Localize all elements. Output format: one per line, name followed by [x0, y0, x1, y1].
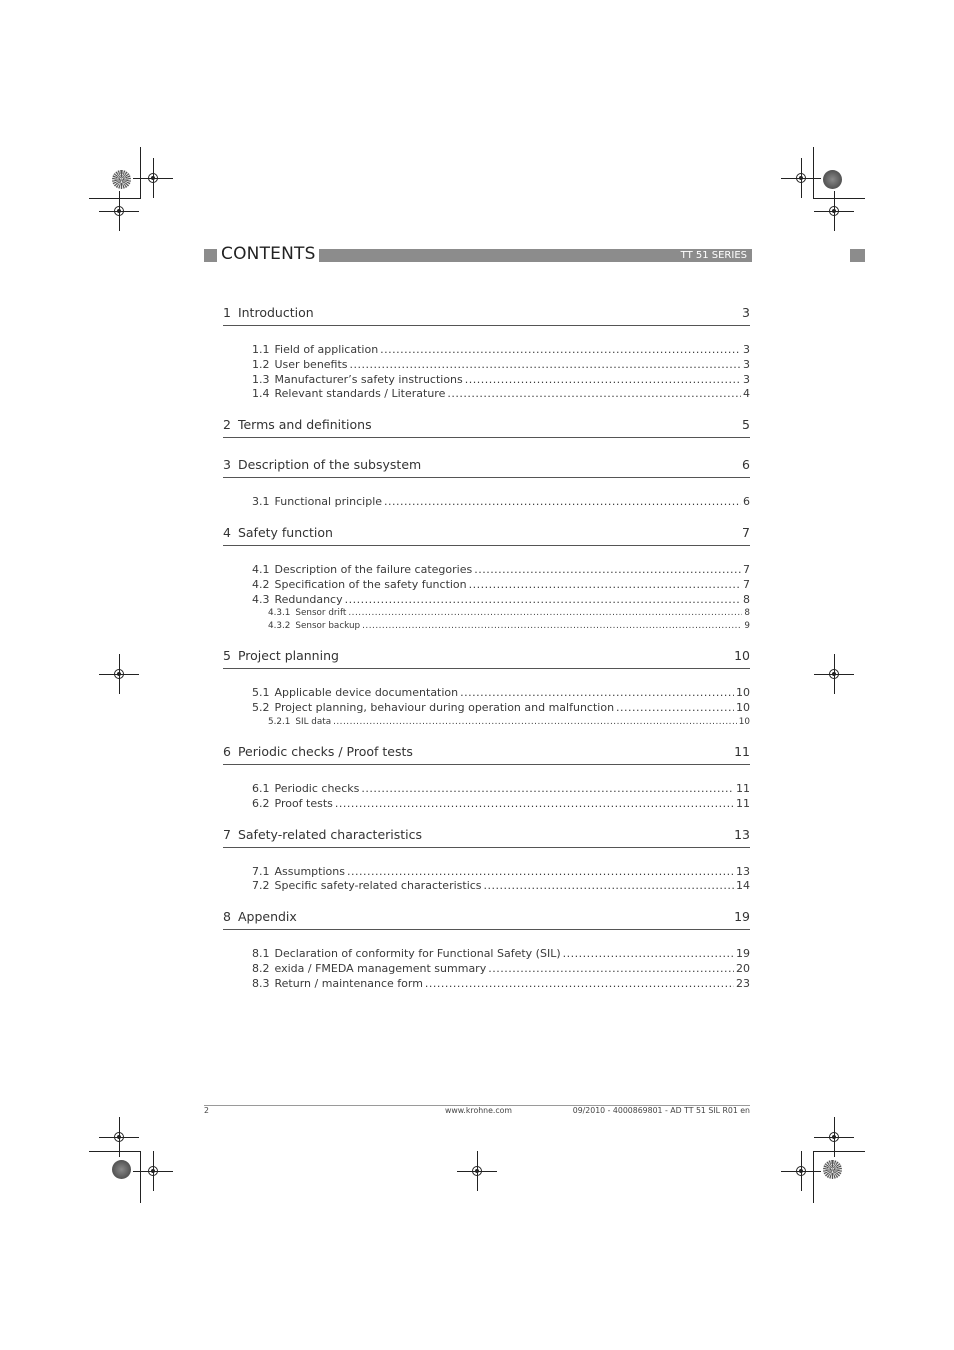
entry-page: 20 [736, 961, 750, 975]
color-target-icon [823, 1160, 842, 1179]
entry-page: 9 [744, 621, 750, 632]
toc-chapter [223, 305, 750, 402]
entry-title: Specific safety-related characteristics [274, 879, 482, 893]
toc-entry[interactable] [252, 578, 750, 593]
toc-entry[interactable] [252, 797, 750, 812]
entry-number: 4.3 [252, 592, 270, 606]
toc-entry[interactable] [252, 387, 750, 402]
entry-title: Proof tests [274, 796, 333, 810]
chapter-page: 10 [734, 648, 750, 664]
header-bar [319, 249, 752, 262]
dot-leader [447, 387, 741, 402]
chapter-page: 19 [734, 909, 750, 925]
entry-number: 6.2 [252, 796, 270, 810]
footer-doc-ref: 09/2010 - 4000869801 - AD TT 51 SIL R01 en [572, 1106, 750, 1115]
toc-entry[interactable] [252, 701, 750, 716]
entry-number: 7.1 [252, 864, 270, 878]
dot-leader [384, 495, 741, 510]
chapter-number: 5 [223, 648, 231, 664]
toc-chapter [223, 909, 750, 991]
entry-number: 1.2 [252, 357, 270, 371]
toc-subsections [223, 947, 750, 991]
chapter-page: 11 [734, 743, 750, 759]
entry-title: Project planning, behaviour during operation and malfunction [274, 701, 615, 715]
toc-subsections [223, 343, 750, 402]
table-of-contents [223, 305, 750, 992]
footer-website: www.krohne.com [445, 1106, 513, 1115]
toc-chapter [223, 648, 750, 729]
chapter-number: 6 [223, 743, 231, 759]
chapter-number: 3 [223, 457, 231, 473]
header-square-left [204, 249, 217, 262]
dot-leader [616, 701, 734, 716]
series-label: TT 51 SERIES [680, 250, 747, 261]
toc-chapter [223, 744, 750, 812]
toc-chapter-heading[interactable] [223, 827, 750, 848]
entry-page: 3 [743, 357, 750, 371]
dot-leader [488, 962, 734, 977]
entry-page: 14 [736, 879, 750, 893]
entry-title: Periodic checks [274, 781, 360, 795]
chapter-page: 5 [742, 417, 750, 433]
entry-title: Declaration of conformity for Functional Safety (SIL) [274, 947, 561, 961]
entry-page: 8 [743, 592, 750, 606]
dot-leader [425, 977, 734, 992]
entry-title: Specification of the safety function [274, 577, 467, 591]
entry-title: Sensor drift [295, 608, 347, 619]
entry-title: Applicable device documentation [274, 686, 459, 700]
entry-number: 7.2 [252, 879, 270, 893]
toc-entry[interactable] [252, 373, 750, 388]
toc-entry[interactable] [268, 607, 750, 620]
entry-page: 23 [736, 976, 750, 990]
dot-leader [484, 879, 734, 894]
dot-leader [460, 686, 734, 701]
dot-leader [362, 620, 742, 633]
dot-leader [350, 358, 741, 373]
entry-page: 3 [743, 372, 750, 386]
chapter-number: 8 [223, 909, 231, 925]
toc-chapter [223, 417, 750, 438]
dot-leader [380, 343, 741, 358]
entry-title: SIL data [295, 716, 332, 727]
toc-chapter [223, 457, 750, 510]
entry-number: 5.2.1 [268, 716, 291, 727]
entry-page: 10 [736, 686, 750, 700]
chapter-page: 6 [742, 457, 750, 473]
entry-number: 8.3 [252, 976, 270, 990]
entry-number: 3.1 [252, 495, 270, 509]
entry-number: 4.1 [252, 562, 270, 576]
dot-leader [465, 373, 741, 388]
chapter-title: Safety-related characteristics [237, 826, 423, 842]
toc-chapter-heading[interactable] [223, 525, 750, 546]
chapter-title: Periodic checks / Proof tests [237, 743, 413, 759]
toc-subsections [223, 563, 750, 633]
entry-page: 8 [744, 608, 750, 619]
entry-page: 10 [736, 701, 750, 715]
entry-page: 4 [743, 387, 750, 401]
entry-page: 13 [736, 864, 750, 878]
entry-number: 4.3.1 [268, 608, 291, 619]
chapter-page: 13 [734, 826, 750, 842]
toc-subsections [223, 495, 750, 510]
dot-leader [348, 607, 742, 620]
entry-number: 8.2 [252, 961, 270, 975]
page-title: CONTENTS [221, 244, 316, 264]
chapter-title: Description of the subsystem [237, 457, 422, 473]
entry-title: Field of application [274, 343, 379, 356]
toc-entry[interactable] [268, 620, 750, 633]
entry-page: 7 [743, 562, 750, 576]
toc-entry[interactable] [268, 716, 750, 729]
entry-title: Relevant standards / Literature [274, 387, 446, 401]
chapter-number: 7 [223, 826, 231, 842]
dot-leader [345, 593, 741, 608]
toc-chapter-heading[interactable] [223, 305, 750, 326]
entry-title: Sensor backup [295, 621, 361, 632]
toc-entry[interactable] [252, 865, 750, 880]
chapter-title: Safety function [237, 524, 333, 540]
entry-page: 3 [743, 343, 750, 356]
entry-page: 11 [736, 781, 750, 795]
toc-entry[interactable] [252, 358, 750, 373]
dot-leader [333, 716, 737, 729]
entry-number: 8.1 [252, 947, 270, 961]
footer-page-number: 2 [204, 1106, 209, 1115]
entry-page: 11 [736, 796, 750, 810]
toc-entry[interactable] [252, 782, 750, 797]
toc-chapter-heading[interactable] [223, 909, 750, 930]
chapter-number: 1 [223, 305, 231, 320]
entry-number: 1.3 [252, 372, 270, 386]
entry-number: 1.1 [252, 343, 270, 356]
toc-entry[interactable] [252, 947, 750, 962]
entry-page: 19 [736, 947, 750, 961]
dot-leader [469, 578, 741, 593]
dot-leader [335, 797, 734, 812]
toc-subsections [223, 686, 750, 729]
chapter-number: 2 [223, 417, 231, 433]
entry-page: 6 [743, 495, 750, 509]
toc-entry[interactable] [252, 495, 750, 510]
chapter-title: Terms and definitions [237, 417, 372, 433]
entry-number: 5.1 [252, 686, 270, 700]
chapter-title: Appendix [237, 909, 297, 925]
chapter-title: Project planning [237, 648, 339, 664]
entry-title: Description of the failure categories [274, 562, 473, 576]
entry-title: Redundancy [274, 592, 343, 606]
entry-title: Assumptions [274, 864, 345, 878]
entry-title: User benefits [274, 357, 348, 371]
entry-number: 1.4 [252, 387, 270, 401]
color-target-icon [112, 170, 131, 189]
toc-entry[interactable] [252, 977, 750, 992]
color-target-icon [112, 1160, 131, 1179]
toc-subsections [223, 782, 750, 812]
toc-chapter-heading[interactable] [223, 417, 750, 438]
entry-page: 10 [738, 716, 750, 727]
dot-leader [563, 947, 734, 962]
chapter-number: 4 [223, 524, 231, 540]
entry-number: 6.1 [252, 781, 270, 795]
dot-leader [361, 782, 734, 797]
toc-entry[interactable] [252, 343, 750, 358]
color-target-icon [823, 170, 842, 189]
toc-chapter [223, 525, 750, 633]
dot-leader [347, 865, 734, 880]
toc-entry[interactable] [252, 879, 750, 894]
entry-title: Functional principle [274, 495, 383, 509]
toc-subsections [223, 865, 750, 895]
entry-title: exida / FMEDA management summary [274, 961, 487, 975]
toc-entry[interactable] [252, 563, 750, 578]
entry-number: 5.2 [252, 701, 270, 715]
chapter-page: 7 [742, 524, 750, 540]
header-square-right [850, 249, 865, 262]
toc-chapter-heading[interactable] [223, 744, 750, 765]
entry-number: 4.2 [252, 577, 270, 591]
entry-page: 7 [743, 577, 750, 591]
entry-title: Return / maintenance form [274, 976, 423, 990]
toc-chapter-heading[interactable] [223, 648, 750, 669]
chapter-page: 3 [742, 305, 750, 320]
entry-number: 4.3.2 [268, 621, 291, 632]
dot-leader [474, 563, 741, 578]
toc-chapter-heading[interactable] [223, 457, 750, 478]
toc-chapter [223, 827, 750, 895]
toc-entry[interactable] [252, 686, 750, 701]
toc-entry[interactable] [252, 962, 750, 977]
toc-entry[interactable] [252, 593, 750, 608]
entry-title: Manufacturer’s safety instructions [274, 372, 463, 386]
chapter-title: Introduction [237, 305, 314, 320]
